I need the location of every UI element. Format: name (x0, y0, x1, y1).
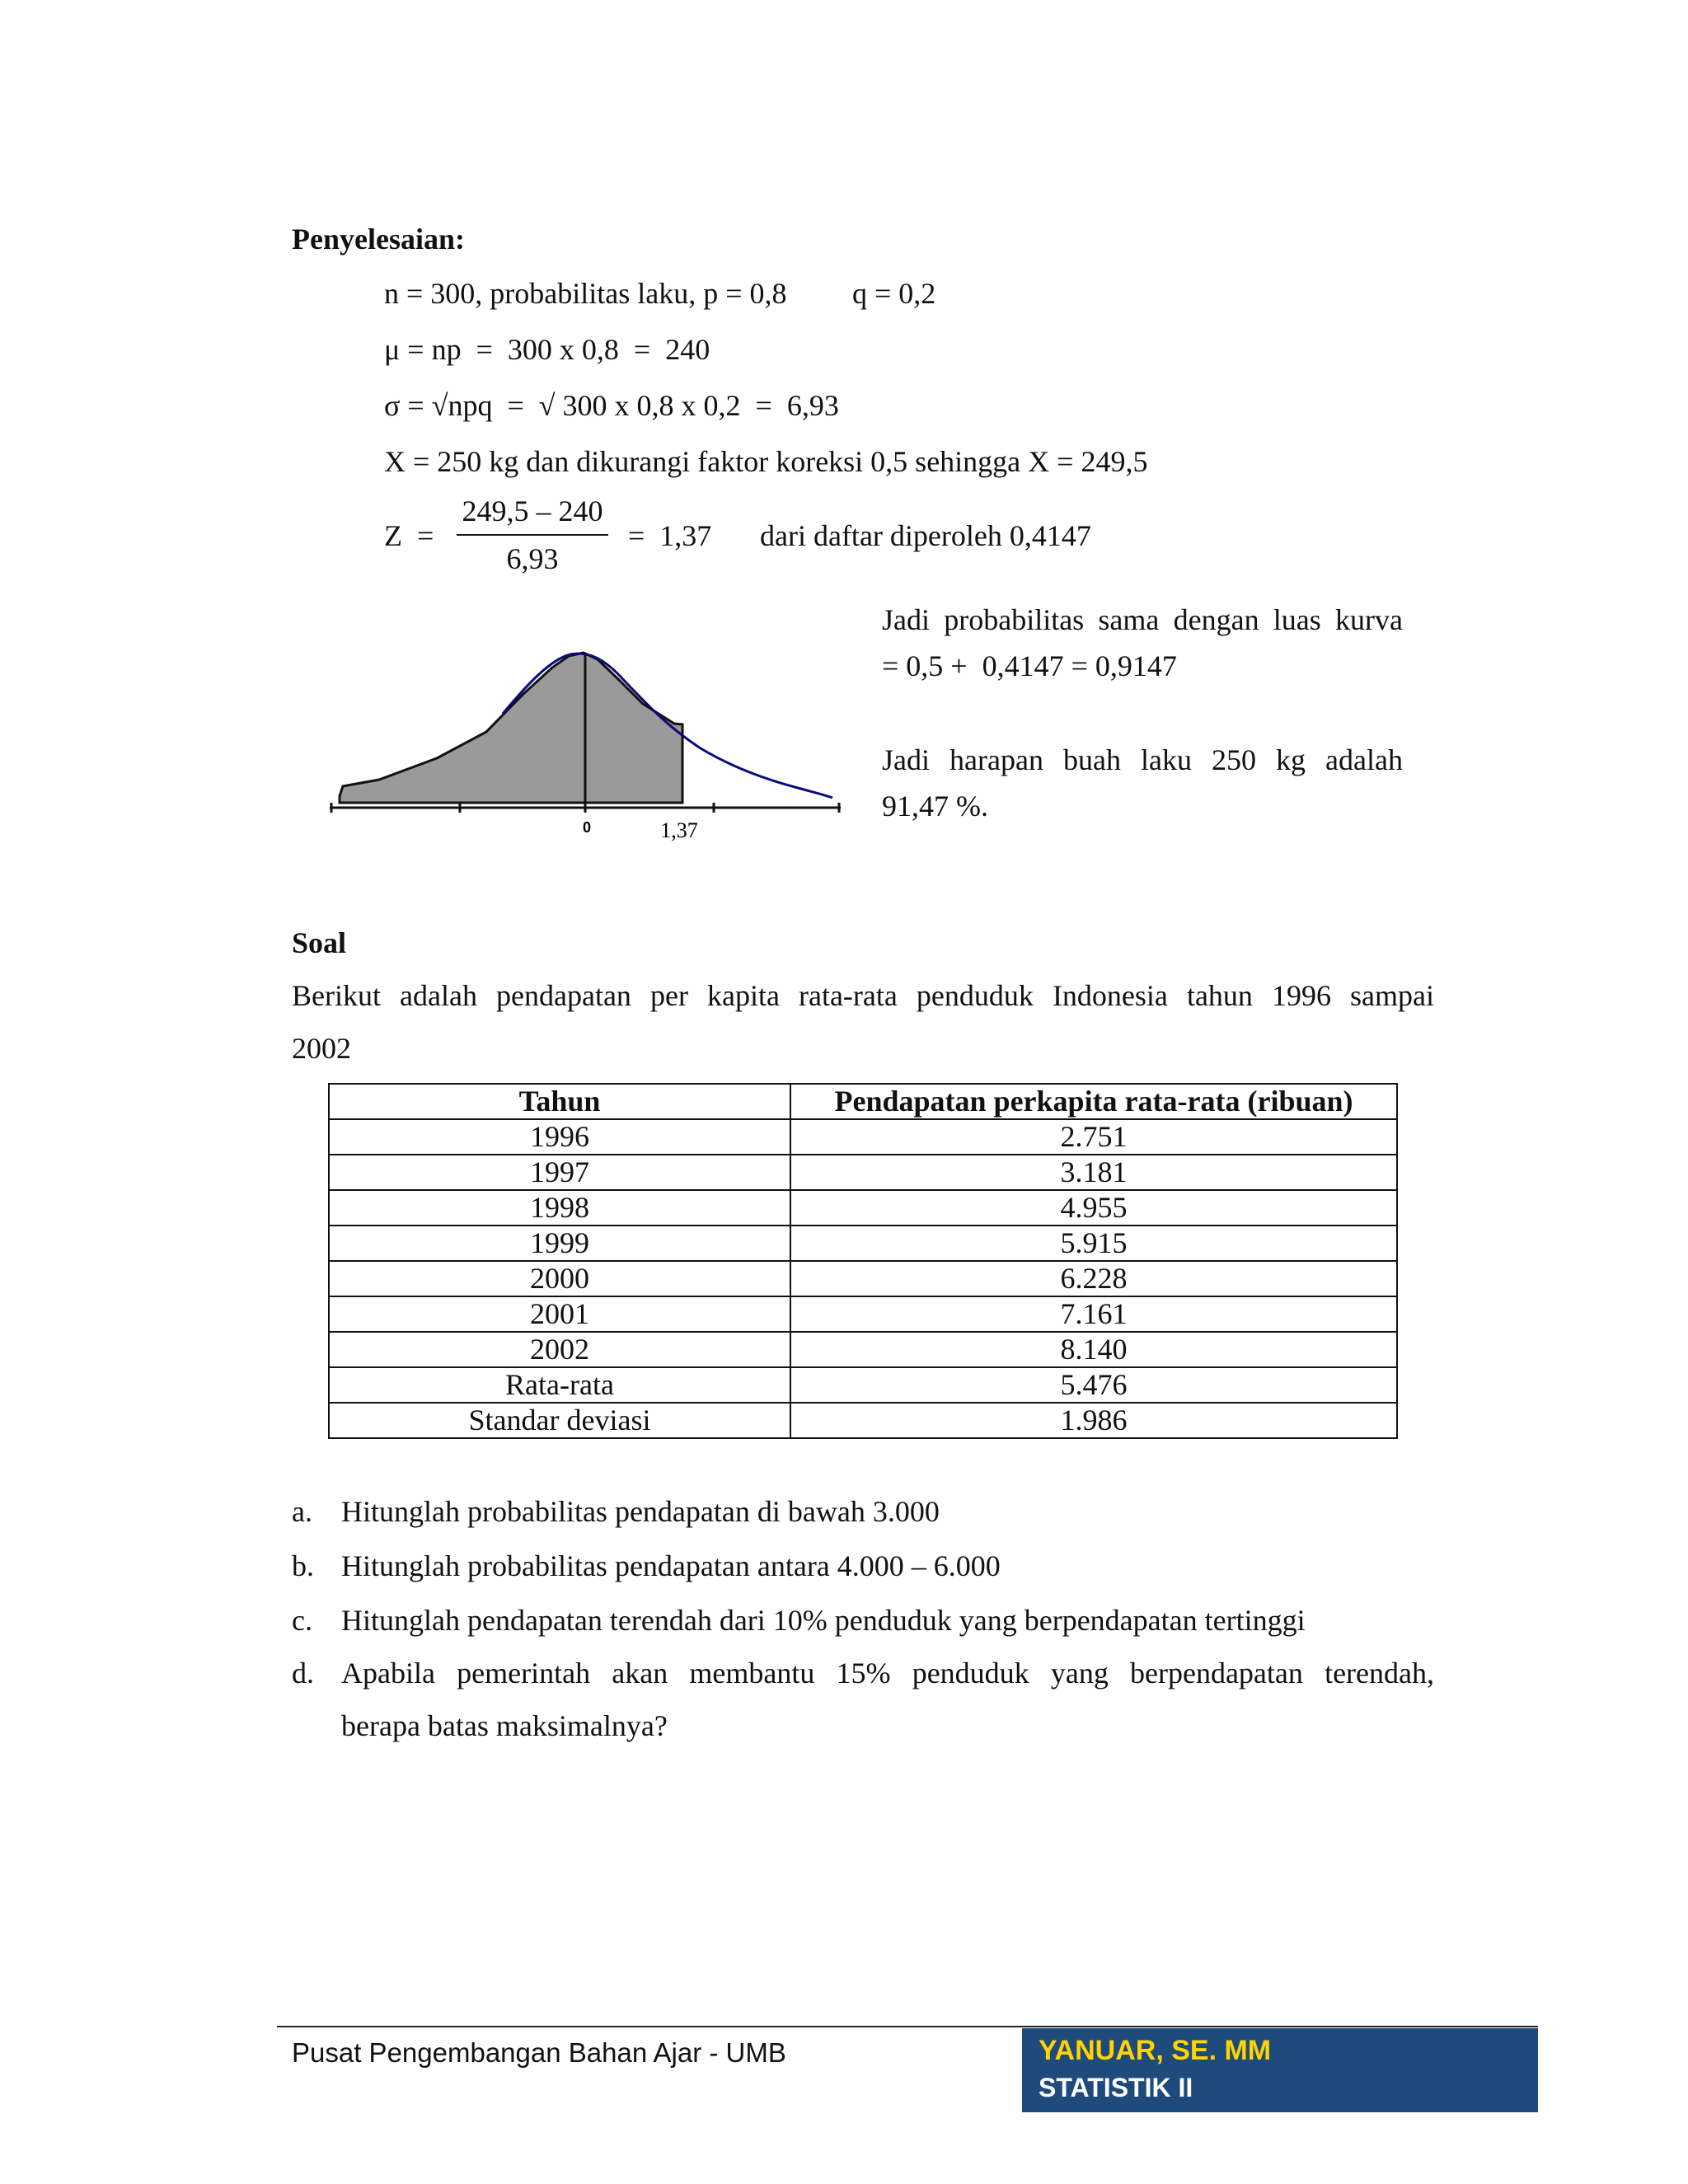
question-letter-c: c. (292, 1604, 312, 1637)
table-row (329, 1261, 1397, 1296)
z-numerator: 249,5 – 240 (462, 494, 603, 527)
header-year: Tahun (329, 1084, 790, 1119)
cell-year: 1997 (329, 1155, 790, 1190)
cell-stat-label: Rata-rata (329, 1367, 790, 1403)
probability-text-1 (882, 602, 1403, 638)
question-d (341, 1655, 1434, 1691)
footer-publisher: Pusat Pengembangan Bahan Ajar - UMB (292, 2037, 786, 2068)
cell-income: 4.955 (790, 1190, 1397, 1226)
footer-author-box (1022, 2028, 1538, 2112)
expectation-text (882, 742, 1403, 778)
cell-stat-label: Standar deviasi (329, 1403, 790, 1438)
question-letter-b: b. (292, 1549, 314, 1582)
probability-line-2: = 0,5 + 0,4147 = 0,9147 (882, 649, 1177, 682)
cell-income: 8.140 (790, 1332, 1397, 1367)
cell-income: 3.181 (790, 1155, 1397, 1190)
question-b: Hitunglah probabilitas pendapatan antara 4.000 – 6.000 (341, 1549, 1001, 1582)
cell-year: 1996 (329, 1119, 790, 1155)
cell-income: 7.161 (790, 1296, 1397, 1332)
income-table (328, 1083, 1398, 1439)
table-row (329, 1367, 1397, 1403)
correction-line: X = 250 kg dan dikurangi faktor koreksi 0,5 sehingga X = 249,5 (384, 445, 1148, 478)
cell-income: 5.915 (790, 1226, 1397, 1261)
normal-curve-figure (321, 635, 849, 849)
cell-year: 1999 (329, 1226, 790, 1261)
cell-year: 1998 (329, 1190, 790, 1226)
soal-intro (292, 977, 1434, 1014)
mean-formula: μ = np = 300 x 0,8 = 240 (384, 333, 710, 366)
expectation-line-1: Jadi harapan buah laku 250 kg adalah (882, 743, 1403, 776)
cell-stat-value: 1.986 (790, 1403, 1397, 1438)
z-result: = 1,37 (628, 519, 712, 552)
table-row (329, 1226, 1397, 1261)
question-d-line-2: berapa batas maksimalnya? (341, 1709, 668, 1742)
shaded-area (340, 653, 682, 803)
table-row (329, 1119, 1397, 1155)
solution-heading: Penyelesaian: (292, 223, 465, 255)
table-row (329, 1403, 1397, 1438)
header-income: Pendapatan perkapita rata-rata (ribuan) (790, 1084, 1397, 1119)
table-header-row (329, 1084, 1397, 1119)
table-row (329, 1155, 1397, 1190)
label-z: 1,37 (660, 818, 698, 842)
z-denominator: 6,93 (506, 542, 559, 575)
soal-intro-line-1: Berikut adalah pendapatan per kapita rata-rata penduduk Indonesia tahun 1996 sampai (292, 979, 1434, 1012)
q-value: q = 0,2 (852, 277, 936, 310)
question-letter-d: d. (292, 1657, 314, 1690)
question-d-line-1: Apabila pemerintah akan membantu 15% penduduk yang berpendapatan terendah, (341, 1657, 1434, 1690)
footer-course: STATISTIK II (1039, 2073, 1193, 2102)
cell-income: 2.751 (790, 1119, 1397, 1155)
soal-heading: Soal (292, 926, 347, 959)
label-zero: 0 (582, 819, 592, 836)
cell-year: 2002 (329, 1332, 790, 1367)
question-letter-a: a. (292, 1495, 312, 1528)
cell-year: 2000 (329, 1261, 790, 1296)
footer-divider (277, 2026, 1538, 2027)
probability-line-1: Jadi probabilitas sama dengan luas kurva (882, 603, 1403, 636)
cell-income: 6.228 (790, 1261, 1397, 1296)
footer-author: YANUAR, SE. MM (1039, 2035, 1272, 2066)
z-fraction (457, 494, 608, 575)
question-a: Hitunglah probabilitas pendapatan di bawah 3.000 (341, 1495, 940, 1528)
expectation-line-2: 91,47 %. (882, 790, 988, 823)
fraction-bar (457, 534, 608, 536)
cell-stat-value: 5.476 (790, 1367, 1397, 1403)
z-label: Z = (384, 519, 434, 552)
soal-intro-line-2: 2002 (292, 1032, 351, 1065)
table-row (329, 1190, 1397, 1226)
sd-formula: σ = √npq = √ 300 x 0,8 x 0,2 = 6,93 (384, 389, 839, 422)
table-row (329, 1296, 1397, 1332)
cell-year: 2001 (329, 1296, 790, 1332)
question-c: Hitunglah pendapatan terendah dari 10% penduduk yang berpendapatan tertinggi (341, 1604, 1306, 1637)
table-row (329, 1332, 1397, 1367)
given-values: n = 300, probabilitas laku, p = 0,8 (384, 277, 787, 310)
z-table-note: dari daftar diperoleh 0,4147 (760, 519, 1091, 552)
